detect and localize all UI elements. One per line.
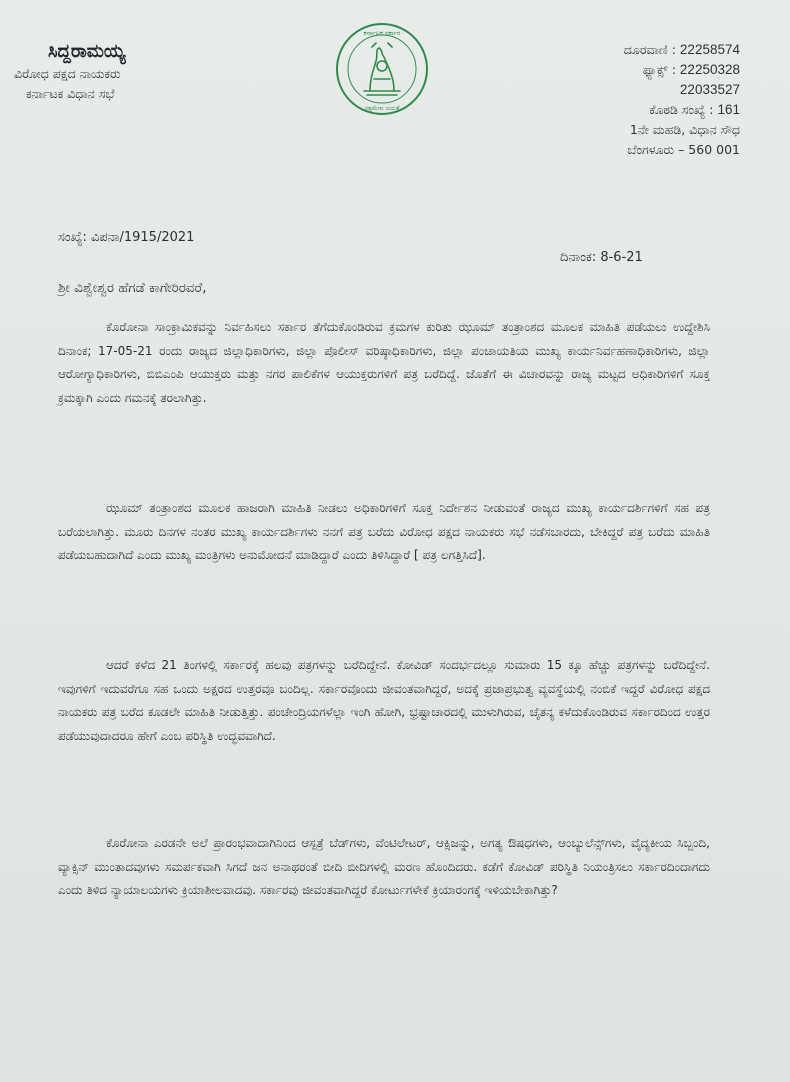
room-label: ಕೊಠಡಿ ಸಂಖ್ಯೆ :: [649, 102, 714, 117]
phone-label: ದೂರವಾಣಿ :: [623, 42, 676, 57]
sender-block: [14, 40, 254, 104]
sender-title: ವಿರೋಧ ಪಕ್ಷದ ನಾಯಕರು: [14, 66, 121, 81]
room-row: [560, 100, 740, 120]
paragraph-4: ಕೊರೋನಾ ಎರಡನೇ ಅಲೆ ಪ್ರಾರಂಭವಾದಾಗಿನಿಂದ ಆಸ್ಪತ್ರೆ ಬೆಡ್‌ಗಳು, ವೆಂಟಿಲೇಟರ್, ಆಕ್ಸಿಜನ್ನು, ಅಗತ್ಯ ಔಷಧಗಳು, ಆಂಬ್ಯುಲೆನ್ಸ್‌ಗಳು, ವೈದ್ಯಕೀಯ ಸಿಬ್ಬಂದಿ, ವ್ಯಾಕ್ಸಿನ್ ಮುಂತಾದವುಗಳು ಸಮರ್ಪಕವಾಗಿ ಸಿಗದೆ ಜನ ಅನಾಥರಂತೆ ಬೀದಿ ಬೀದಿಗಳಲ್ಲಿ ಮರಣ ಹೊಂದಿದರು. ಕಡೆಗೆ ಕೋವಿಡ್ ಪರಿಸ್ಥಿತಿ ನಿಯಂತ್ರಿಸಲು ಸರ್ಕಾರದಿಂದಾಗದು ಎಂದು ತಿಳಿದ ನ್ಯಾಯಾಲಯಗಳು ಕ್ರಿಯಾಶೀಲವಾದವು. ಸರ್ಕಾರವು ಜೀವಂತವಾಗಿದ್ದರೆ ಕೋರ್ಟುಗಳೇಕೆ ಕ್ರಿಯಾರಂಗಕ್ಕೆ ಇಳಿಯಬೇಕಾಗಿತ್ತು?: [58, 836, 710, 897]
fax-number-2: 22033527: [679, 82, 740, 97]
paragraph-1: ಕೊರೋನಾ ಸಾಂಕ್ರಾಮಿಕವನ್ನು ನಿರ್ವಹಿಸಲು ಸರ್ಕಾರ ತೆಗೆದುಕೊಂಡಿರುವ ಕ್ರಮಗಳ ಕುರಿತು ಝೂಮ್ ತಂತ್ರಾಂಶದ ಮೂಲಕ ಮಾಹಿತಿ ಪಡೆಯಲು ಉದ್ದೇಶಿಸಿ ದಿನಾಂಕ; 17-05-21 ರಂದು ರಾಜ್ಯದ ಜಿಲ್ಲಾಧಿಕಾರಿಗಳು, ಜಿಲ್ಲಾ ಪೊಲೀಸ್ ವರಿಷ್ಠಾಧಿಕಾರಿಗಳು, ಜಿಲ್ಲಾ ಪಂಚಾಯತಿಯ ಮುಖ್ಯ ಕಾರ್ಯನಿರ್ವಹಣಾಧಿಕಾರಿಗಳು, ಜಿಲ್ಲಾ ಆರೋಗ್ಯಾಧಿಕಾರಿಗಳು, ಬಿಬಿಎಂಪಿ ಆಯುಕ್ತರು ಮತ್ತು ನಗರ ಪಾಲಿಕೆಗಳ ಆಯುಕ್ತರುಗಳಿಗೆ ಪತ್ರ ಬರೆದಿದ್ದೆ. ಜೊತೆಗೆ ಈ ವಿಚಾರವನ್ನು ರಾಜ್ಯ ಮಟ್ಟದ ಅಧಿಕಾರಿಗಳಿಗೆ ಸೂಕ್ತ ಕ್ರಮಕ್ಕಾಗಿ ಎಂದು ಗಮನಕ್ಕೆ ತರಲಾಗಿತ್ತು.: [58, 320, 710, 405]
reference-number: ಸಂಖ್ಯೆ: ವಿಪನಾ/1915/2021: [58, 230, 195, 245]
city-address: ಬೆಂಗಳೂರು – 560 001: [627, 142, 740, 157]
fax-row: [560, 60, 740, 80]
fax-number-1: 22250328: [679, 62, 740, 77]
paragraph-3: ಆದರೆ ಕಳೆದ 21 ತಿಂಗಳಲ್ಲಿ ಸರ್ಕಾರಕ್ಕೆ ಹಲವು ಪತ್ರಗಳನ್ನು ಬರೆದಿದ್ದೇನೆ. ಕೋವಿಡ್ ಸಂದರ್ಭದಲ್ಲೂ ಸುಮಾರು 15 ಕ್ಕೂ ಹೆಚ್ಚು ಪತ್ರಗಳನ್ನು ಬರೆದಿದ್ದೇನೆ. ಇವುಗಳಿಗೆ ಇದುವರೆಗೂ ಸಹ ಒಂದು ಅಕ್ಷರದ ಉತ್ತರವೂ ಬಂದಿಲ್ಲ. ಸರ್ಕಾರವೊಂದು ಜೀವಂತವಾಗಿದ್ದರೆ, ಅದಕ್ಕೆ ಪ್ರಜಾಪ್ರಭುತ್ವ ವ್ಯವಸ್ಥೆಯಲ್ಲಿ ನಂಬಿಕೆ ಇದ್ದರೆ ವಿರೋಧ ಪಕ್ಷದ ನಾಯಕರು ಪತ್ರ ಬರೆದ ಕೂಡಲೇ ಮಾಹಿತಿ ನೀಡುತ್ತಿತ್ತು. ಪಂಚೇಂದ್ರಿಯಗಳೆಲ್ಲಾ ಇಂಗಿ ಹೋಗಿ, ಭ್ರಷ್ಟಾಚಾರದಲ್ಲಿ ಮುಳುಗಿರುವ, ಚೈತನ್ಯ ಕಳೆದುಕೊಂಡಿರುವ ಸರ್ಕಾರದಿಂದ ಉತ್ತರ ಪಡೆಯುವುದಾದರೂ ಹೇಗೆ ಎಂಬ ಪರಿಸ್ಥಿತಿ ಉದ್ಭವವಾಗಿದೆ.: [58, 658, 710, 743]
sender-name: ಸಿದ್ದರಾಮಯ್ಯ: [48, 41, 126, 62]
paragraph-2: ಝೂಮ್ ತಂತ್ರಾಂಶದ ಮೂಲಕ ಹಾಜರಾಗಿ ಮಾಹಿತಿ ನೀಡಲು ಅಧಿಕಾರಿಗಳಿಗೆ ಸೂಕ್ತ ನಿರ್ದೇಶನ ನೀಡುವಂತೆ ರಾಜ್ಯದ ಮುಖ್ಯ ಕಾರ್ಯದರ್ಶಿಗಳಿಗೆ ಸಹ ಪತ್ರ ಬರೆಯಲಾಗಿತ್ತು. ಮೂರು ದಿನಗಳ ನಂತರ ಮುಖ್ಯ ಕಾರ್ಯದರ್ಶಿಗಳು ನನಗೆ ಪತ್ರ ಬರೆದು ವಿರೋಧ ಪಕ್ಷದ ನಾಯಕರು ಸಭೆ ನಡೆಸಬಾರದು, ಬೇಕಿದ್ದರೆ ಪತ್ರ ಬರೆದು ಮಾಹಿತಿ ಪಡೆಯಬಹುದಾಗಿದೆ ಎಂದು ಮುಖ್ಯ ಮಂತ್ರಿಗಳು ಅನುಮೋದನೆ ಮಾಡಿದ್ದಾರೆ ಎಂದು ತಿಳಿಸಿದ್ದಾರೆ [ ಪತ್ರ ಲಗತ್ತಿಸಿದೆ].: [58, 501, 710, 562]
room-number: 161: [717, 102, 740, 117]
seal-top-text: ಕರ್ನಾಟಕ ಸರ್ಕಾರ: [363, 29, 401, 37]
fax-label: ಫ್ಯಾಕ್ಸ್ :: [642, 62, 676, 77]
government-seal-icon: [334, 21, 430, 117]
floor-address: 1ನೇ ಮಹಡಿ, ವಿಧಾನ ಸೌಧ: [629, 122, 740, 137]
fax-row-2: [560, 80, 740, 100]
seal-bottom-text: ಸತ್ಯಮೇವ ಜಯತೆ: [364, 105, 400, 112]
contact-block: [560, 40, 740, 160]
letter-date: ದಿನಾಂಕ: 8-6-21: [560, 250, 643, 265]
sender-organization: ಕರ್ನಾಟಕ ವಿಧಾನ ಸಭೆ: [26, 86, 115, 101]
phone-number: 22258574: [679, 42, 740, 57]
phone-row: [560, 40, 740, 60]
salutation: ಶ್ರೀ ವಿಶ್ವೇಶ್ವರ ಹೆಗಡೆ ಕಾಗೇರಿರವರೆ,: [58, 280, 207, 296]
